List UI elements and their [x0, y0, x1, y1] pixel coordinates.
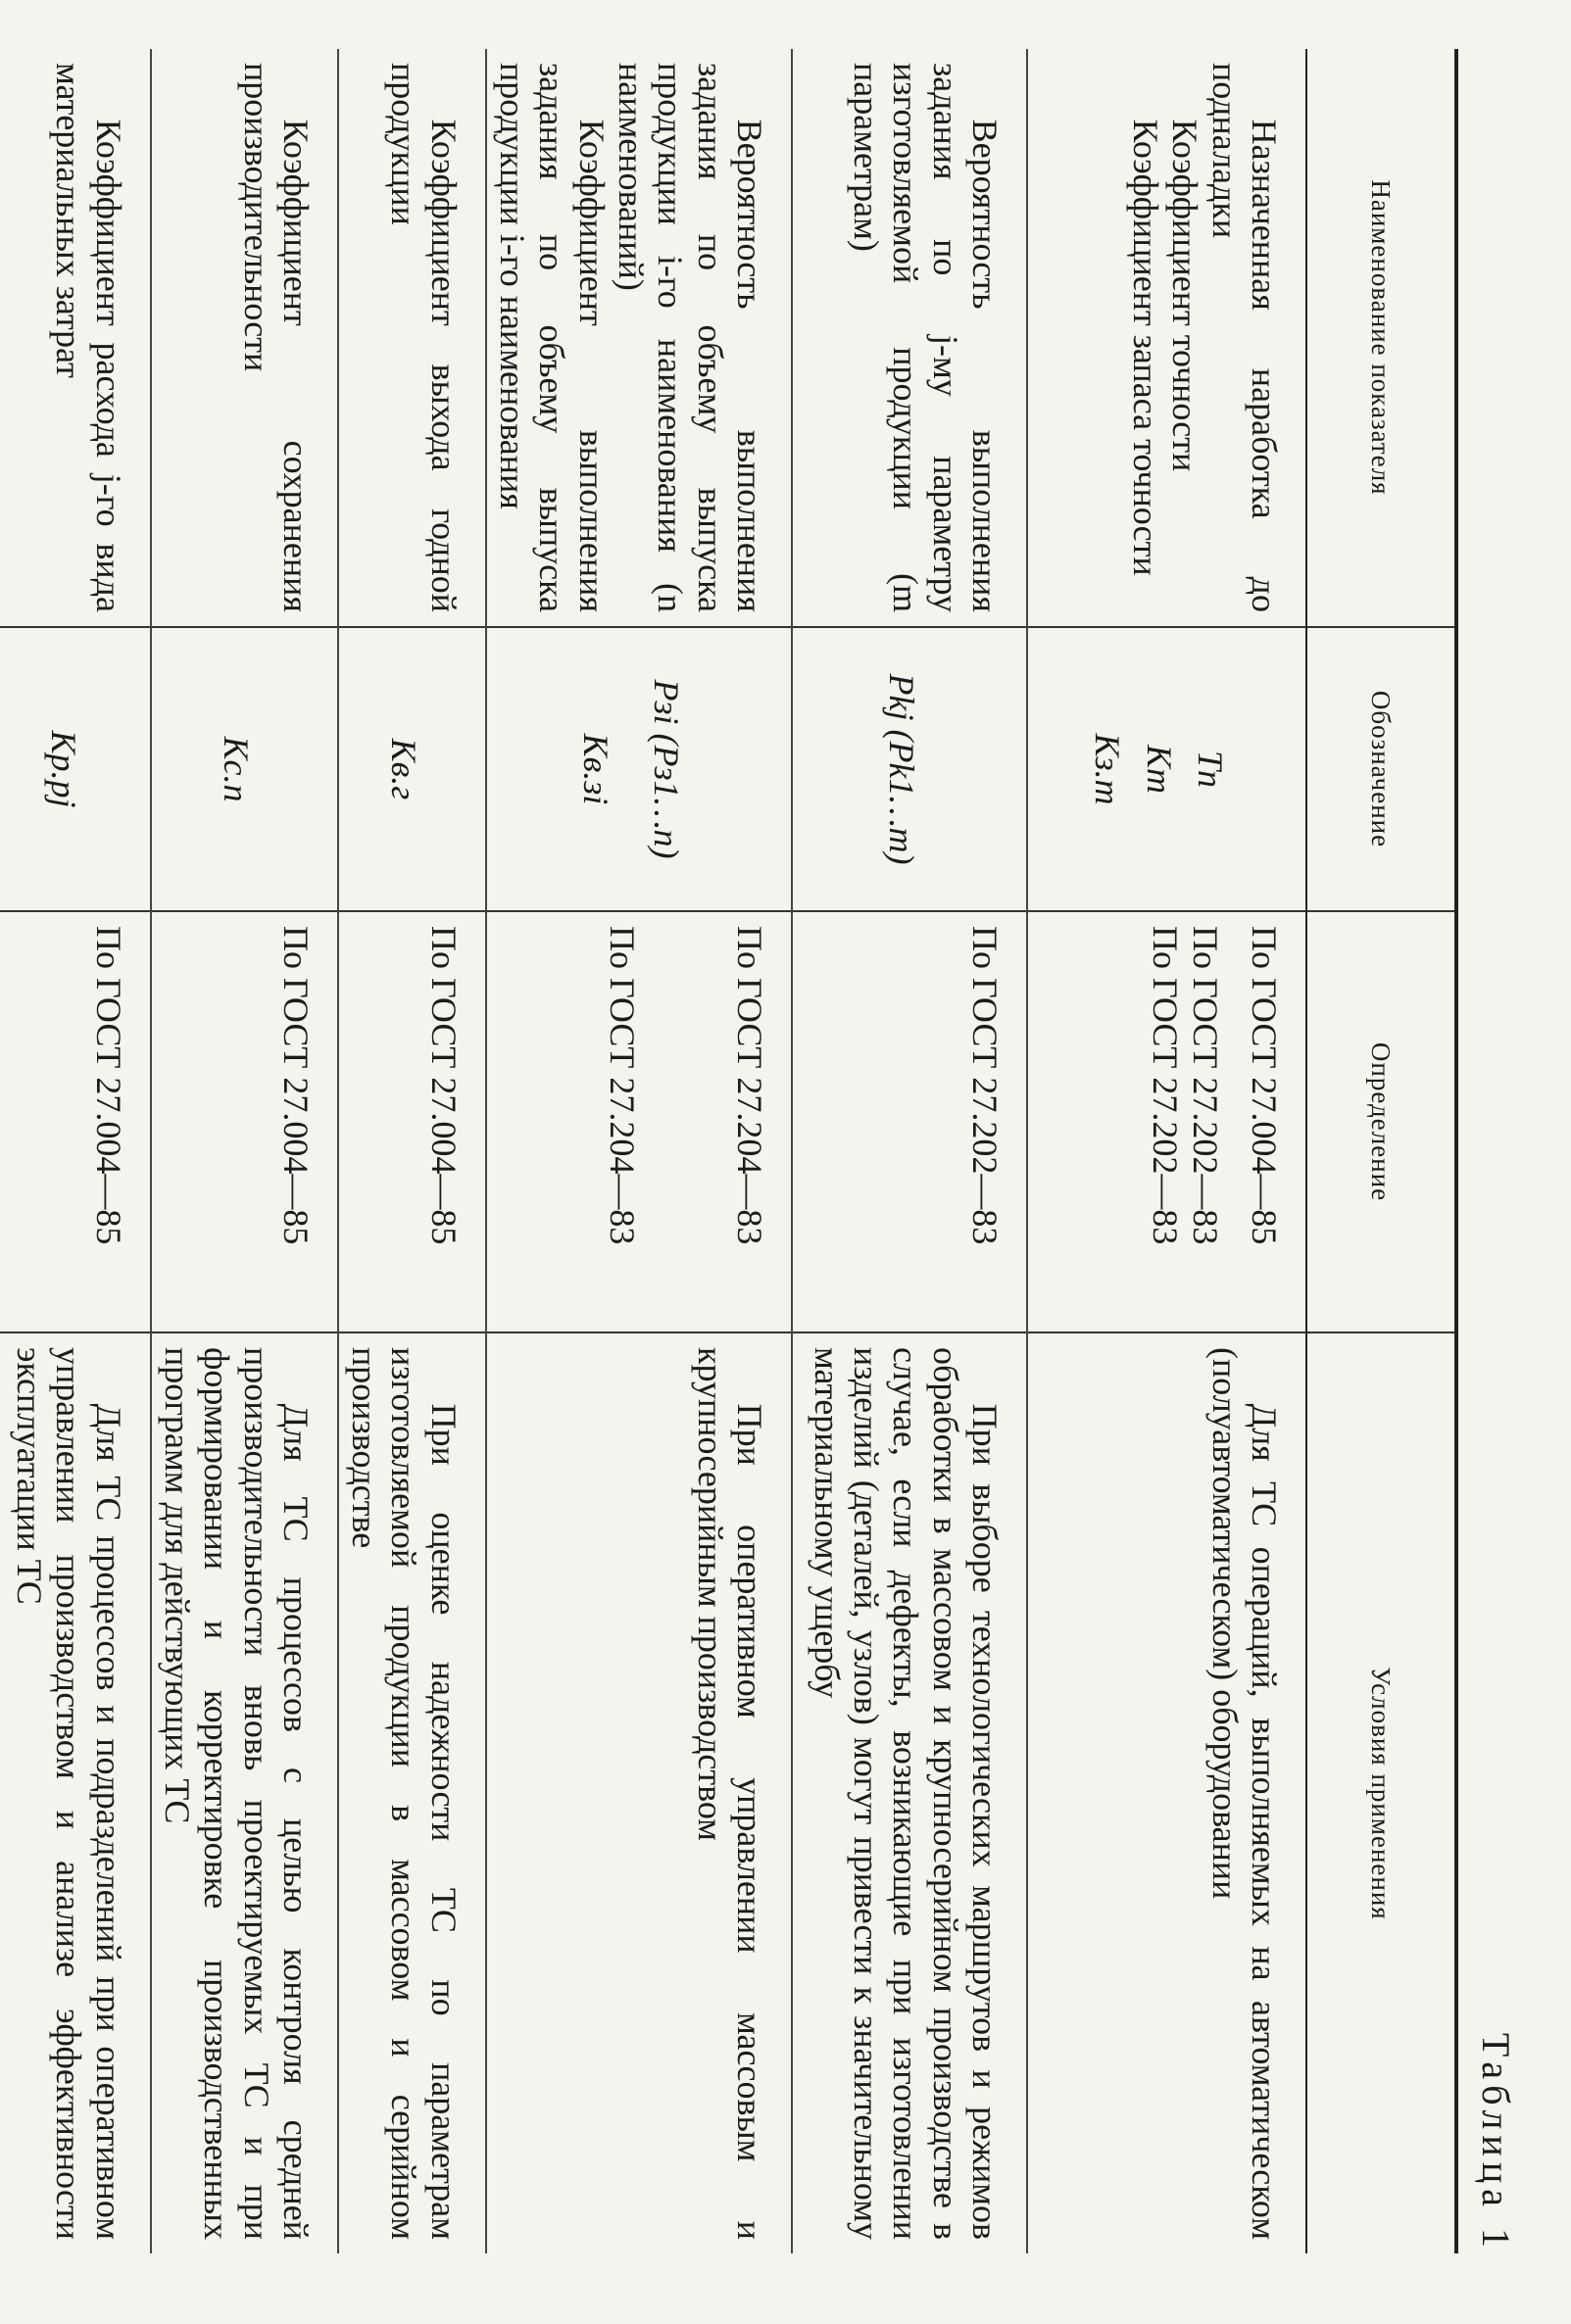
table-caption: Таблица 1 [1474, 2032, 1518, 2253]
table-row [792, 49, 1027, 2253]
indicator-definition: По ГОСТ 27.202—83 [1185, 926, 1225, 1245]
indicator-conditions: Для ТС операций, выполняемых на автоматическом (полуавтоматическом) оборудовании [1204, 1347, 1284, 2240]
conditions-cell [0, 1332, 151, 2253]
indicator-conditions: Для ТС процессов и подразделений при оперативном управлении производством и анализе эффективности эксплуатации ТС [10, 1347, 128, 2240]
indicator-symbol: Tп [1190, 750, 1230, 789]
name-cell [0, 49, 151, 627]
indicator-symbol: Kр.рj [44, 730, 84, 808]
table-header-row [1306, 49, 1456, 2253]
indicator-definition: По ГОСТ 27.004—85 [1245, 926, 1284, 1245]
header-symbol: Обозначение [1306, 627, 1456, 911]
indicator-symbol: Pkj (Pk1…m) [882, 673, 922, 865]
table-row [486, 49, 792, 2253]
indicator-definition: По ГОСТ 27.202—83 [965, 926, 1005, 1245]
conditions-cell [486, 1332, 792, 2253]
name-cell [151, 49, 338, 627]
symbol-cell [792, 627, 1027, 911]
indicator-symbol: Kв.г [384, 738, 424, 800]
indicator-name: Назначенная наработка до подналадки [1204, 63, 1284, 612]
symbol-cell [0, 627, 151, 911]
definition-cell [1027, 911, 1306, 1332]
conditions-cell [792, 1332, 1027, 2253]
indicator-symbol: Kт [1139, 744, 1179, 794]
indicator-name: Коэффициент выполнения задания по объему выпуска продукции i-го наименования [493, 63, 612, 612]
definition-cell [486, 911, 792, 1332]
name-cell [792, 49, 1027, 627]
name-cell [486, 49, 792, 627]
indicator-definition: По ГОСТ 27.004—85 [275, 926, 316, 1245]
table-row [0, 49, 151, 2253]
conditions-cell [338, 1332, 486, 2253]
header-definition: Определение [1306, 911, 1456, 1332]
indicator-name: Коэффициент сохранения производительности [236, 63, 316, 612]
indicator-conditions: При оценке надежности ТС по параметрам изготовляемой продукции в массовом и серийном производстве [345, 1347, 464, 2240]
indicator-definition: По ГОСТ 27.202—83 [1146, 926, 1186, 1245]
definition-cell [338, 911, 486, 1332]
indicator-symbol: Kв.зi [575, 733, 615, 805]
symbol-cell [486, 627, 792, 911]
indicator-name: Коэффициент расхода j-го вида материальных затрат [49, 63, 128, 612]
indicator-symbol: Kз.т [1088, 733, 1128, 805]
conditions-cell [151, 1332, 338, 2253]
name-cell [1027, 49, 1306, 627]
table-row [151, 49, 338, 2253]
reliability-indicators-table [0, 49, 1458, 2253]
indicator-conditions: При выборе технологических маршрутов и режимов обработки в массовом и крупносерийном производстве в случае, если дефекты, возникающие при изготовлении изделий (деталей, узлов) могут привести к значительному материальному ущербу [807, 1347, 1005, 2240]
indicator-name: Коэффициент точности [1165, 119, 1205, 472]
indicator-definition: По ГОСТ 27.004—85 [88, 926, 128, 1245]
indicator-definition: По ГОСТ 27.004—85 [423, 926, 464, 1245]
header-name: Наименование показателя [1306, 49, 1456, 627]
indicator-conditions: Для ТС процессов с целью контроля средней производительности вновь проектируемых ТС и при формировании и корректировке производственных программ для действующих ТС [157, 1347, 316, 2240]
symbol-cell [151, 627, 338, 911]
indicator-symbol: Kс.п [217, 736, 257, 802]
rotated-page [10, 29, 1519, 2273]
indicator-definition: По ГОСТ 27.204—83 [730, 926, 769, 1245]
indicator-name: Вероятность выполнения задания по объему выпуска продукции i-го наименования (n наименований) [612, 63, 769, 612]
definition-cell [151, 911, 338, 1332]
conditions-cell [1027, 1332, 1306, 2253]
definition-cell [792, 911, 1027, 1332]
indicator-conditions: При оперативном управлении массовым и крупносерийным производством [690, 1347, 769, 2240]
name-cell [338, 49, 486, 627]
indicator-name: Коэффициент выхода годной продукции [384, 63, 464, 612]
table-row [338, 49, 486, 2253]
indicator-definition: По ГОСТ 27.204—83 [602, 926, 642, 1245]
symbol-cell [1027, 627, 1306, 911]
table-row [1027, 49, 1306, 2253]
indicator-name: Вероятность выполнения задания по j-му параметру изготовляемой продукции (m параметрам) [847, 63, 1005, 612]
header-conditions: Условия применения [1306, 1332, 1456, 2253]
symbol-cell [338, 627, 486, 911]
indicator-name: Коэффициент запаса точности [1126, 119, 1166, 576]
indicator-symbol: Pзi (Pз1…n) [647, 679, 687, 859]
definition-cell [0, 911, 151, 1332]
